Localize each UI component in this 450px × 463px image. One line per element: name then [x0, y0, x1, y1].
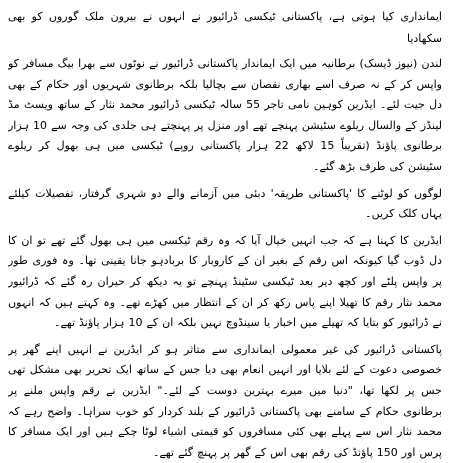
- article-title: ایمانداری کیا ہوتی ہے، پاکستانی ٹیکسی ڈرائیور نے انہوں نے بیرون ملک گوروں کو بھی سکھادیا: [8, 10, 442, 45]
- article-paragraph-return: ایڈرین کا کہنا ہے کہ جب انہیں خیال آیا کہ وہ رقم ٹیکسی میں ہی بھول گئے تھے تو ان کا دل ڈوب گیا کیونکہ اس رقم کے بغیر ان کے کاروبار کا بربادہو جانا یقینی تھا۔ وہ فوری طور پر واپس پلٹے اور کچھ دیر بعد ٹیکسی سٹینڈ پہنچے تو یہ دیکھ کر حیران رہ گئے کہ ڈرائیور محمد نثار رقم کا تھیلا اپنے پاس رکھ کر ان کے انتظار میں کھڑے تھے۔ وہ کہتے ہیں کہ انہوں نے ڈرائیور کو بتایا کہ تھیلے میں اخبار یا سینڈوچ نہیں بلکہ ان کے 10 ہزار پاؤنڈ تھے۔: [8, 233, 442, 330]
- article-paragraph-reward: پاکستانی ڈرائیور کی غیر معمولی ایمانداری سے متاثر ہو کر ایڈرین نے انہیں اپنے گھر پر خصوصی دعوت کے لئے بلایا اور انہیں انعام بھی دیا جس کے ساتھ ایک تحریر بھی مشکل تھی جس پر لکھا تھا، "دنیا میں میرے بہترین دوست کے لئے۔" ایڈرین نے رقم واپس ملنے پر برطانوی حکام کے سامنے بھی پاکستانی ڈرائیور کے بلند کردار کو خوب سراہا۔ واضح رہے کہ محمد نثار اس سے پہلے بھی کئی مسافروں کو قیمتی اشیاء لوٹا چکے ہیں اور ایک مسافر کا پرس اور 150 پاؤنڈ کی رقم بھی اس کے گھر پر پہنچ گئے تھے۔: [8, 342, 442, 459]
- related-news-link[interactable]: لوگوں کو لوٹنے کا 'پاکستانی طریقہ' دبئی میں آزمانے والے دو شہری گرفتار، تفصیلات کیلئے یہاں کلک کریں۔: [8, 186, 442, 221]
- article-paragraph-intro: لندن (نیوز ڈیسک) برطانیہ میں ایک ایماندار پاکستانی ڈرائیور نے نوٹوں سے بھرا بیگ مسافر کو واپس کر کے نہ صرف اسے بھاری نقصان سے بچالیا بلکہ برطانوی شہریوں اور حکام کے بھی دل جیت لئے۔ ایڈرین کوہین نامی تاجر 55 سالہ ٹیکسی ڈرائیور محمد نثار کے ساتھ ویسٹ مڈ لینڈز کے والسال ریلوے سٹیشن پہنچے تھے اور منزل پر پہنچتے ہی جلدی کی وجہ سے 10 ہزار برطانوی پاؤنڈ (تقریباً 15 لاکھ 22 ہزار پاکستانی روپے) ٹیکسی میں ہی بھول کر ریلوے سٹیشن کی طرف بڑھ گئے۔: [8, 57, 442, 173]
